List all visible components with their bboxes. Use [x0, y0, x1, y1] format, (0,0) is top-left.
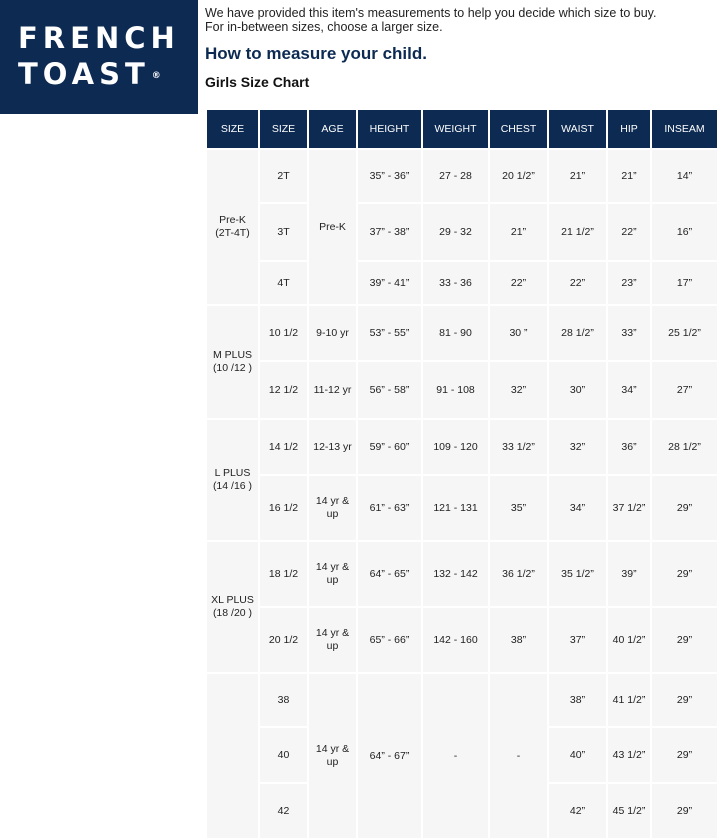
- inseam-cell: 17”: [652, 262, 717, 304]
- waist-cell: 32”: [549, 420, 606, 474]
- waist-cell: 42”: [549, 784, 606, 838]
- size-cell: 16 1/2: [260, 476, 307, 540]
- weight-cell: 132 - 142: [423, 542, 488, 606]
- height-cell: 61” - 63”: [358, 476, 421, 540]
- weight-cell: 27 - 28: [423, 150, 488, 202]
- age-cell: 12-13 yr: [309, 420, 356, 474]
- size-group-cell: XL PLUS (18 /20 ): [207, 542, 258, 672]
- measure-headline: How to measure your child.: [205, 44, 427, 63]
- table-row: [207, 362, 717, 418]
- size-group-cell: M PLUS (10 /12 ): [207, 306, 258, 418]
- table-row: [207, 608, 717, 672]
- chest-cell: 22”: [490, 262, 547, 304]
- inseam-cell: 25 1/2”: [652, 306, 717, 360]
- size-cell: 40: [260, 728, 307, 782]
- header-chest: CHEST: [490, 110, 547, 148]
- logo-line-2: TOAST: [18, 57, 150, 91]
- inseam-cell: 29”: [652, 476, 717, 540]
- age-cell: 14 yr & up: [309, 476, 356, 540]
- waist-cell: 40”: [549, 728, 606, 782]
- waist-cell: 38”: [549, 674, 606, 726]
- chest-cell: 38”: [490, 608, 547, 672]
- inseam-cell: 14”: [652, 150, 717, 202]
- inseam-cell: 29”: [652, 728, 717, 782]
- height-cell: 35” - 36”: [358, 150, 421, 202]
- header-age: AGE: [309, 110, 356, 148]
- hip-cell: 36”: [608, 420, 650, 474]
- hip-cell: 37 1/2”: [608, 476, 650, 540]
- height-cell: 59” - 60”: [358, 420, 421, 474]
- header-size-group: SIZE: [207, 110, 258, 148]
- intro-line-1: We have provided this item's measurements to help you decide which size to buy.: [205, 6, 657, 20]
- age-cell: 11-12 yr: [309, 362, 356, 418]
- chest-cell: 32”: [490, 362, 547, 418]
- waist-cell: 22”: [549, 262, 606, 304]
- hip-cell: 41 1/2”: [608, 674, 650, 726]
- size-group-cell: [207, 674, 258, 838]
- header-row: [207, 110, 717, 148]
- height-cell: 64” - 67”: [358, 674, 421, 838]
- inseam-cell: 29”: [652, 542, 717, 606]
- waist-cell: 21 1/2”: [549, 204, 606, 260]
- size-cell: 42: [260, 784, 307, 838]
- header-inseam: INSEAM: [652, 110, 717, 148]
- table-row: [207, 262, 717, 304]
- inseam-cell: 29”: [652, 674, 717, 726]
- waist-cell: 35 1/2”: [549, 542, 606, 606]
- hip-cell: 33”: [608, 306, 650, 360]
- age-cell: 9-10 yr: [309, 306, 356, 360]
- size-cell: 3T: [260, 204, 307, 260]
- size-group-cell: L PLUS (14 /16 ): [207, 420, 258, 540]
- table-row: [207, 306, 717, 360]
- hip-cell: 45 1/2”: [608, 784, 650, 838]
- inseam-cell: 28 1/2”: [652, 420, 717, 474]
- height-cell: 39” - 41”: [358, 262, 421, 304]
- weight-cell: 91 - 108: [423, 362, 488, 418]
- size-cell: 10 1/2: [260, 306, 307, 360]
- inseam-cell: 27”: [652, 362, 717, 418]
- table-row: [207, 542, 717, 606]
- hip-cell: 23”: [608, 262, 650, 304]
- age-cell: Pre-K: [309, 150, 356, 304]
- size-cell: 2T: [260, 150, 307, 202]
- age-cell: 14 yr & up: [309, 674, 356, 838]
- french-toast-logo: [0, 0, 198, 114]
- header-height: HEIGHT: [358, 110, 421, 148]
- chart-title: Girls Size Chart: [205, 74, 310, 90]
- waist-cell: 21”: [549, 150, 606, 202]
- header-size: SIZE: [260, 110, 307, 148]
- weight-cell: 29 - 32: [423, 204, 488, 260]
- inseam-cell: 29”: [652, 608, 717, 672]
- height-cell: 65” - 66”: [358, 608, 421, 672]
- hip-cell: 43 1/2”: [608, 728, 650, 782]
- weight-cell: 142 - 160: [423, 608, 488, 672]
- hip-cell: 21”: [608, 150, 650, 202]
- inseam-cell: 16”: [652, 204, 717, 260]
- hip-cell: 40 1/2”: [608, 608, 650, 672]
- age-cell: 14 yr & up: [309, 608, 356, 672]
- size-guide-text: [205, 0, 720, 90]
- weight-cell: 33 - 36: [423, 262, 488, 304]
- chest-cell: 36 1/2”: [490, 542, 547, 606]
- hip-cell: 22”: [608, 204, 650, 260]
- size-group-cell: Pre-K (2T-4T): [207, 150, 258, 304]
- table-row: [207, 674, 717, 726]
- intro-line-2: For in-between sizes, choose a larger size.: [205, 20, 443, 34]
- height-cell: 56” - 58”: [358, 362, 421, 418]
- age-cell: 14 yr & up: [309, 542, 356, 606]
- size-cell: 18 1/2: [260, 542, 307, 606]
- weight-cell: 109 - 120: [423, 420, 488, 474]
- size-cell: 14 1/2: [260, 420, 307, 474]
- size-cell: 38: [260, 674, 307, 726]
- waist-cell: 37”: [549, 608, 606, 672]
- girls-size-chart: [205, 108, 719, 840]
- table-row: [207, 150, 717, 202]
- weight-cell: -: [423, 674, 488, 838]
- waist-cell: 34”: [549, 476, 606, 540]
- header-hip: HIP: [608, 110, 650, 148]
- height-cell: 64” - 65”: [358, 542, 421, 606]
- intro-text: [205, 6, 720, 34]
- weight-cell: 81 - 90: [423, 306, 488, 360]
- logo-line-1: FRENCH: [18, 21, 180, 55]
- table-row: [207, 476, 717, 540]
- table-row: [207, 420, 717, 474]
- inseam-cell: 29”: [652, 784, 717, 838]
- table-row: [207, 204, 717, 260]
- header-waist: WAIST: [549, 110, 606, 148]
- size-cell: 20 1/2: [260, 608, 307, 672]
- hip-cell: 34”: [608, 362, 650, 418]
- size-cell: 12 1/2: [260, 362, 307, 418]
- registered-mark: ®: [151, 71, 161, 81]
- height-cell: 37” - 38”: [358, 204, 421, 260]
- waist-cell: 30”: [549, 362, 606, 418]
- chest-cell: 30 ”: [490, 306, 547, 360]
- hip-cell: 39”: [608, 542, 650, 606]
- chest-cell: 20 1/2”: [490, 150, 547, 202]
- weight-cell: 121 - 131: [423, 476, 488, 540]
- size-cell: 4T: [260, 262, 307, 304]
- waist-cell: 28 1/2”: [549, 306, 606, 360]
- header-weight: WEIGHT: [423, 110, 488, 148]
- chest-cell: 21”: [490, 204, 547, 260]
- chest-cell: 35”: [490, 476, 547, 540]
- chest-cell: -: [490, 674, 547, 838]
- chest-cell: 33 1/2”: [490, 420, 547, 474]
- height-cell: 53” - 55”: [358, 306, 421, 360]
